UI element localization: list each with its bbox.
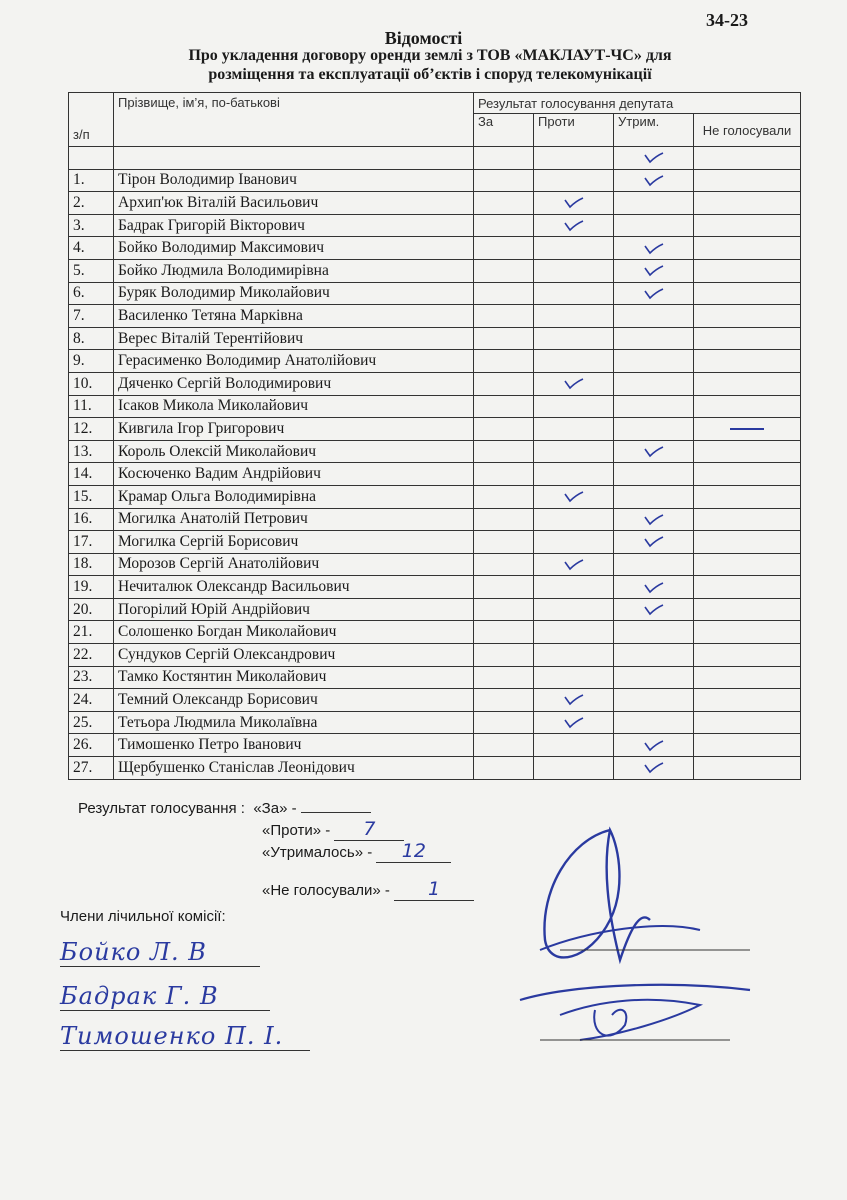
chairman-signature-image	[500, 810, 760, 1060]
voting-table	[68, 92, 801, 780]
deputy-name: Ісаков Микола Миколайович	[114, 395, 474, 418]
deputy-name: Погорілий Юрій Андрійович	[114, 598, 474, 621]
vote-cell-not-voted	[694, 259, 801, 282]
row-number: 1.	[69, 169, 114, 192]
table-row	[69, 689, 801, 712]
row-number: 13.	[69, 440, 114, 463]
deputy-name: Бойко Людмила Володимирівна	[114, 259, 474, 282]
table-row	[69, 757, 801, 780]
vote-cell-against	[534, 418, 614, 441]
commission-member-1: Бойко Л. В	[60, 938, 260, 967]
vote-cell-not-voted	[694, 169, 801, 192]
deputy-name: Крамар Ольга Володимирівна	[114, 485, 474, 508]
vote-cell-abstain	[614, 214, 694, 237]
check-mark-icon	[564, 491, 584, 503]
vote-cell-against	[534, 214, 614, 237]
subtitle-line-1: Про укладення договору оренди землі з ТОВ «МАКЛАУТ-ЧС» для	[188, 47, 672, 64]
summary-for-value	[301, 812, 371, 813]
deputy-name: Василенко Тетяна Марківна	[114, 305, 474, 328]
vote-cell-not-voted	[694, 214, 801, 237]
summary-not-voted-value: 1	[394, 878, 474, 901]
check-mark-icon	[644, 604, 664, 616]
vote-cell-for	[474, 621, 534, 644]
vote-cell-for	[474, 711, 534, 734]
subtitle-line-2: розміщення та експлуатації об’єктів і споруд телекомунікації	[208, 66, 652, 83]
vote-cell-not-voted	[694, 485, 801, 508]
summary-abstain-label: «Утрималось» -	[262, 844, 373, 861]
vote-cell-abstain	[614, 485, 694, 508]
vote-cell-abstain	[614, 282, 694, 305]
deputy-name: Герасименко Володимир Анатолійович	[114, 350, 474, 373]
vote-cell-for	[474, 327, 534, 350]
table-row	[69, 666, 801, 689]
deputy-name: Солошенко Богдан Миколайович	[114, 621, 474, 644]
vote-cell-abstain	[614, 169, 694, 192]
check-mark-icon	[564, 378, 584, 390]
row-number: 26.	[69, 734, 114, 757]
deputy-name: Тимошенко Петро Іванович	[114, 734, 474, 757]
check-mark-icon	[644, 152, 664, 164]
summary-not-voted	[262, 878, 474, 901]
check-mark-icon	[644, 536, 664, 548]
summary-abstain-value: 12	[376, 840, 451, 863]
vote-cell-abstain	[614, 508, 694, 531]
vote-cell-not-voted	[694, 553, 801, 576]
vote-cell-against	[534, 327, 614, 350]
vote-cell-against	[534, 734, 614, 757]
vote-cell-abstain	[614, 305, 694, 328]
deputy-name: Темний Олександр Борисович	[114, 689, 474, 712]
row-number: 4.	[69, 237, 114, 260]
vote-cell-for	[474, 463, 534, 486]
check-mark-icon	[564, 694, 584, 706]
deputy-name: Тірон Володимир Іванович	[114, 169, 474, 192]
row-number: 14.	[69, 463, 114, 486]
table-row	[69, 711, 801, 734]
vote-cell-abstain	[614, 327, 694, 350]
check-mark-icon	[644, 265, 664, 277]
summary-against-value: 7	[334, 818, 404, 841]
vote-cell-abstain	[614, 621, 694, 644]
check-mark-icon	[644, 446, 664, 458]
vote-cell-abstain	[614, 192, 694, 215]
deputy-name: Верес Віталій Терентійович	[114, 327, 474, 350]
vote-cell-against	[534, 644, 614, 667]
vote-cell-against	[534, 372, 614, 395]
row-number: 8.	[69, 327, 114, 350]
vote-cell-abstain	[614, 463, 694, 486]
table-row	[69, 350, 801, 373]
vote-cell-abstain	[614, 259, 694, 282]
row-number: 19.	[69, 576, 114, 599]
summary-against-label: «Проти» -	[262, 822, 331, 839]
vote-cell-for	[474, 418, 534, 441]
vote-cell-not-voted	[694, 711, 801, 734]
row-number: 21.	[69, 621, 114, 644]
vote-cell-for	[474, 644, 534, 667]
table-row	[69, 644, 801, 667]
vote-cell-for	[474, 259, 534, 282]
vote-cell-not-voted	[694, 531, 801, 554]
col-not-voted-header: Не голосували	[694, 114, 801, 147]
vote-cell-against	[534, 508, 614, 531]
col-num-header: з/п	[69, 93, 114, 147]
vote-cell-for	[474, 757, 534, 780]
vote-cell-abstain	[614, 644, 694, 667]
vote-cell-against	[534, 463, 614, 486]
vote-cell-abstain	[614, 689, 694, 712]
vote-cell-against	[534, 689, 614, 712]
check-mark-icon	[644, 243, 664, 255]
vote-cell-against	[534, 395, 614, 418]
row-number: 10.	[69, 372, 114, 395]
vote-cell-abstain	[614, 372, 694, 395]
deputy-name: Морозов Сергій Анатолійович	[114, 553, 474, 576]
vote-cell-not-voted	[694, 350, 801, 373]
vote-cell-for	[474, 666, 534, 689]
vote-cell-for	[474, 689, 534, 712]
check-mark-icon	[644, 175, 664, 187]
check-mark-icon	[644, 762, 664, 774]
vote-cell-abstain	[614, 553, 694, 576]
commission-label: Члени лічильної комісії:	[60, 908, 226, 925]
vote-cell-against	[534, 350, 614, 373]
row-number: 20.	[69, 598, 114, 621]
vote-cell-against	[534, 192, 614, 215]
vote-cell-for	[474, 440, 534, 463]
deputy-name: Бойко Володимир Максимович	[114, 237, 474, 260]
vote-cell-abstain	[614, 395, 694, 418]
deputy-name: Тетьора Людмила Миколаївна	[114, 711, 474, 734]
check-mark-icon	[644, 740, 664, 752]
commission-member-2: Бадрак Г. В	[60, 982, 270, 1011]
deputy-name: Бадрак Григорій Вікторович	[114, 214, 474, 237]
table-spacer-row	[69, 147, 801, 170]
vote-cell-for	[474, 576, 534, 599]
col-against-header: Проти	[534, 114, 614, 147]
vote-cell-not-voted	[694, 237, 801, 260]
vote-cell-not-voted	[694, 418, 801, 441]
vote-cell-abstain	[614, 576, 694, 599]
table-row	[69, 372, 801, 395]
vote-cell-not-voted	[694, 395, 801, 418]
deputy-name: Король Олексій Миколайович	[114, 440, 474, 463]
vote-cell-for	[474, 372, 534, 395]
row-number: 5.	[69, 259, 114, 282]
row-number: 25.	[69, 711, 114, 734]
vote-cell-for	[474, 734, 534, 757]
row-number: 16.	[69, 508, 114, 531]
vote-cell-not-voted	[694, 508, 801, 531]
vote-cell-for	[474, 282, 534, 305]
commission-member-3: Тимошенко П. І.	[60, 1022, 310, 1051]
vote-cell-not-voted	[694, 282, 801, 305]
deputy-name: Кивгила Ігор Григорович	[114, 418, 474, 441]
vote-cell-abstain	[614, 237, 694, 260]
vote-cell-against	[534, 621, 614, 644]
summary-label: Результат голосування :	[78, 800, 245, 817]
row-number: 9.	[69, 350, 114, 373]
vote-cell-against	[534, 576, 614, 599]
deputy-name: Щербушенко Станіслав Леонідович	[114, 757, 474, 780]
deputy-name: Тамко Костянтин Миколайович	[114, 666, 474, 689]
vote-cell-against	[534, 259, 614, 282]
check-mark-icon	[644, 288, 664, 300]
table-row	[69, 553, 801, 576]
doc-title: Відомості	[384, 28, 463, 48]
vote-cell-abstain	[614, 418, 694, 441]
vote-cell-against	[534, 598, 614, 621]
summary-for-label: «За» -	[253, 800, 297, 817]
vote-cell-abstain	[614, 757, 694, 780]
vote-cell-for	[474, 508, 534, 531]
col-abstain-header: Утрим.	[614, 114, 694, 147]
check-mark-icon	[564, 197, 584, 209]
col-result-header: Результат голосування депутата	[474, 93, 801, 114]
table-row	[69, 214, 801, 237]
vote-cell-abstain	[614, 531, 694, 554]
table-row	[69, 598, 801, 621]
vote-cell-not-voted	[694, 757, 801, 780]
row-number: 17.	[69, 531, 114, 554]
vote-cell-not-voted	[694, 734, 801, 757]
vote-cell-not-voted	[694, 576, 801, 599]
deputy-name: Дяченко Сергій Володимирович	[114, 372, 474, 395]
vote-cell-not-voted	[694, 689, 801, 712]
table-row	[69, 259, 801, 282]
check-mark-icon	[644, 514, 664, 526]
vote-cell-for	[474, 214, 534, 237]
summary-for	[78, 800, 371, 817]
row-number: 24.	[69, 689, 114, 712]
deputy-name: Сундуков Сергій Олександрович	[114, 644, 474, 667]
summary-abstain	[262, 840, 451, 863]
vote-cell-for	[474, 169, 534, 192]
table-row	[69, 531, 801, 554]
deputy-name: Могилка Сергій Борисович	[114, 531, 474, 554]
vote-cell-abstain	[614, 711, 694, 734]
row-number: 22.	[69, 644, 114, 667]
vote-cell-for	[474, 395, 534, 418]
deputy-name: Нечиталюк Олександр Васильович	[114, 576, 474, 599]
row-number: 3.	[69, 214, 114, 237]
check-mark-icon	[564, 717, 584, 729]
vote-cell-for	[474, 350, 534, 373]
vote-cell-against	[534, 531, 614, 554]
check-mark-icon	[564, 220, 584, 232]
vote-cell-abstain	[614, 734, 694, 757]
vote-cell-for	[474, 598, 534, 621]
vote-cell-against	[534, 305, 614, 328]
row-number: 18.	[69, 553, 114, 576]
vote-cell-against	[534, 485, 614, 508]
table-row	[69, 485, 801, 508]
table-row	[69, 237, 801, 260]
vote-cell-not-voted	[694, 372, 801, 395]
vote-cell-not-voted	[694, 644, 801, 667]
table-row	[69, 282, 801, 305]
table-row	[69, 508, 801, 531]
vote-cell-against	[534, 282, 614, 305]
vote-cell-for	[474, 553, 534, 576]
deputy-name: Могилка Анатолій Петрович	[114, 508, 474, 531]
check-mark-icon	[644, 582, 664, 594]
vote-cell-for	[474, 305, 534, 328]
deputy-name: Архип'юк Віталій Васильович	[114, 192, 474, 215]
row-number: 2.	[69, 192, 114, 215]
col-name-header: Прізвище, ім’я, по-батькові	[114, 93, 474, 147]
vote-cell-against	[534, 553, 614, 576]
row-number: 15.	[69, 485, 114, 508]
table-row	[69, 463, 801, 486]
vote-cell-for	[474, 485, 534, 508]
row-number: 23.	[69, 666, 114, 689]
table-row	[69, 395, 801, 418]
vote-cell-abstain	[614, 350, 694, 373]
table-row	[69, 192, 801, 215]
vote-cell-against	[534, 169, 614, 192]
vote-cell-against	[534, 440, 614, 463]
table-row	[69, 734, 801, 757]
vote-cell-against	[534, 711, 614, 734]
row-number: 11.	[69, 395, 114, 418]
col-for-header: За	[474, 114, 534, 147]
row-number: 12.	[69, 418, 114, 441]
vote-cell-not-voted	[694, 666, 801, 689]
deputy-name: Буряк Володимир Миколайович	[114, 282, 474, 305]
vote-cell-against	[534, 237, 614, 260]
table-header-row-1	[69, 93, 801, 114]
vote-cell-not-voted	[694, 305, 801, 328]
vote-cell-abstain	[614, 598, 694, 621]
vote-cell-not-voted	[694, 327, 801, 350]
vote-cell-for	[474, 237, 534, 260]
vote-cell-for	[474, 531, 534, 554]
row-number: 6.	[69, 282, 114, 305]
vote-cell-not-voted	[694, 192, 801, 215]
vote-cell-against	[534, 666, 614, 689]
doc-subtitle	[100, 46, 760, 84]
check-mark-icon	[564, 559, 584, 571]
doc-number: 34-23	[706, 10, 748, 30]
table-row	[69, 576, 801, 599]
table-row	[69, 305, 801, 328]
row-number: 27.	[69, 757, 114, 780]
vote-cell-against	[534, 757, 614, 780]
table-row	[69, 621, 801, 644]
vote-cell-for	[474, 192, 534, 215]
table-row	[69, 418, 801, 441]
deputy-name: Косюченко Вадим Андрійович	[114, 463, 474, 486]
vote-cell-not-voted	[694, 598, 801, 621]
dash-mark-icon	[730, 428, 764, 430]
summary-against	[262, 818, 404, 841]
vote-cell-not-voted	[694, 440, 801, 463]
vote-cell-not-voted	[694, 621, 801, 644]
table-row	[69, 169, 801, 192]
vote-cell-abstain	[614, 440, 694, 463]
table-row	[69, 327, 801, 350]
row-number: 7.	[69, 305, 114, 328]
table-row	[69, 440, 801, 463]
vote-cell-not-voted	[694, 463, 801, 486]
vote-cell-abstain	[614, 666, 694, 689]
summary-not-voted-label: «Не голосували» -	[262, 882, 390, 899]
